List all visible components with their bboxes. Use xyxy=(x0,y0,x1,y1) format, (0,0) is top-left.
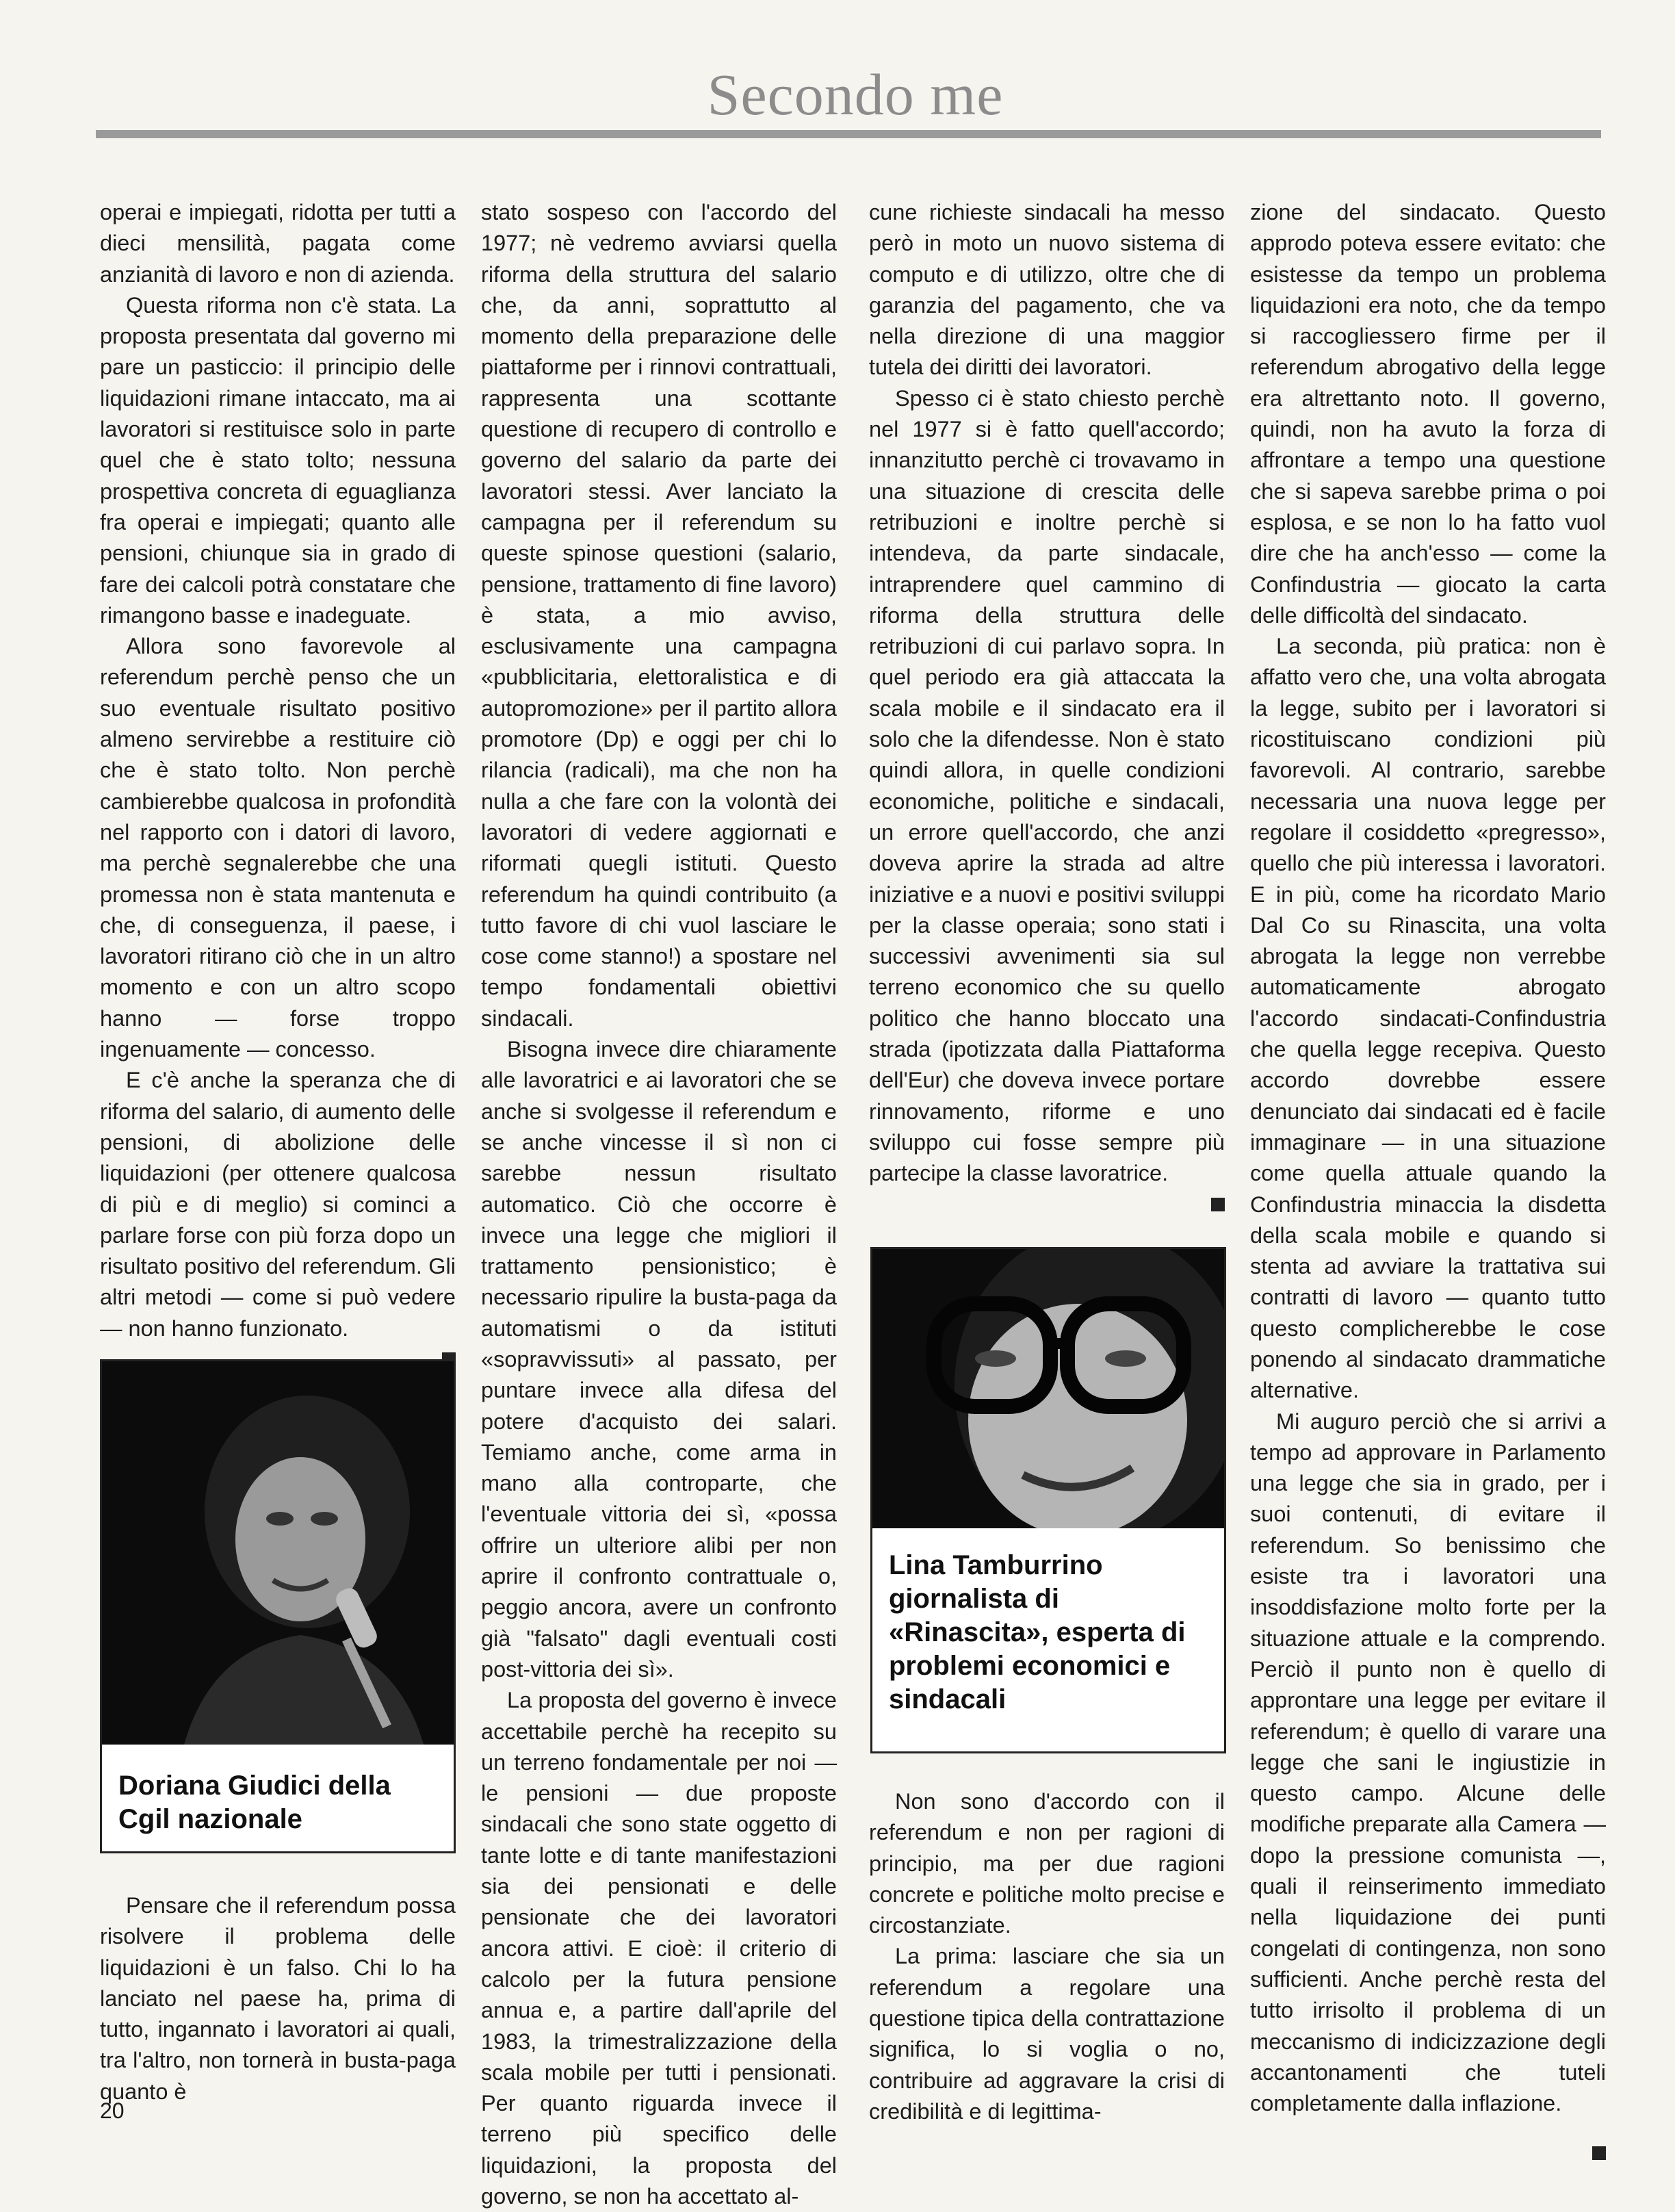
end-mark xyxy=(1211,1198,1225,1211)
section-title: Secondo me xyxy=(707,62,1004,127)
portrait-image xyxy=(872,1249,1224,1528)
paragraph: Spesso ci è stato chiesto perchè nel 1977 si è fatto quell'accordo; innanzitutto perchè ci trovavamo in una situazione di crescita delle retribuzioni e inoltre perchè si intendeva, da parte sindacale, intraprendere quel cammino di riforma della struttura delle retribuzioni di cui parlavo sopra. In quel periodo era già attaccata la scala mobile e il sindacato era il solo che la difendesse. Non è stato quindi allora, in quelle condizioni economiche, politiche e sindacali, un errore quell'accordo, che anzi doveva aprire la strada ad altre iniziative e a nuovi e positivi sviluppi per la classe operaia; sono stati i successivi avvenimenti sia sul terreno economico che su quello politico che hanno bloccato una strada (ipotizzata dalla Piattaforma dell'Eur) che doveva invece portare rinnovamento, riforme e uno sviluppo cui fosse sempre più partecipe la classe lavoratrice. xyxy=(869,385,1225,1186)
paragraph: Bisogna invece dire chiaramente alle lavoratrici e ai lavoratori che se anche si svolgesse il referendum e se anche vincesse il sì non ci sarebbe nessun risultato automatico. Ciò che occorre è invece una legge che migliori il trattamento pensionistico; è necessario ripulire la busta-paga da automatismi o da istituti «sopravvissuti» al passato, per puntare invece alla difesa del potere d'acquisto dei salari. Temiamo anche, come arma in mano alla controparte, che l'eventuale vittoria dei sì, «possa offrire un ulteriore alibi per non aprire il confronto contrattuale o, peggio ancora, avere un confronto già "falsato" dagli eventuali costi post-vittoria dei sì». xyxy=(481,1037,837,1682)
photo-lina-tamburrino xyxy=(870,1247,1226,1753)
paragraph: Pensare che il referendum possa risolvere il problema delle liquidazioni è un falso. Chi lo ha lanciato nel paese ha, prima di tutto, ingannato i lavoratori ai quali, tra l'altro, non tornerà in busta-paga quanto è xyxy=(100,1893,456,2104)
paragraph: Questa riforma non c'è stata. La proposta presentata dal governo mi pare un pasticcio: il principio delle liquidazioni rimane intaccato, ma ai lavoratori si restituisce solo in parte quel che è stato tolto; nessuna prospettiva concreta di eguaglianza fra operai e impiegati; quanto alle pensioni, chiunque sia in grado di fare dei calcoli potrà constatare che rimangono basse e inadeguate. xyxy=(100,292,456,628)
paragraph: La prima: lasciare che sia un referendum a regolare una questione tipica della contrattazione significa, lo si voglia o no, contribuire ad aggravare la crisi di credibilità e di legittima- xyxy=(869,1944,1225,2124)
photo-caption: Doriana Giudici della Cgil nazionale xyxy=(118,1771,391,1834)
column-3-continued xyxy=(869,1786,1225,2127)
paragraph: Mi auguro perciò che si arrivi a tempo ad approvare in Parlamento una legge che sia in grado, per i suoi contenuti, di evitare il referendum. So benissimo che esiste tra i lavoratori una insoddisfazione molto forte per la situazione attuale e la comprendo. Perciò il punto non è quello di approntare una legge per evitare il referendum; è quello di varare una legge che sani le ingiustizie in questo campo. Alcune delle modifiche preparate alla Camera — dopo la pressione comunista —, quali il reinserimento immediato nella liquidazione dei punti congelati di contingenza, non sono sufficienti. Anche perchè resta del tutto irrisolto il problema di un meccanismo di indicizzazione degli accantonamenti che tuteli completamente dalla inflazione. xyxy=(1250,1409,1606,2116)
paragraph: Allora sono favorevole al referendum perchè penso che un suo eventuale risultato positivo almeno servirebbe a restituire ciò che è stato tolto. Non perchè cambierebbe qualcosa in profondità nel rapporto con i datori di lavoro, ma perchè segnalerebbe che una promessa non è stata mantenuta e che, di conseguenza, il paese, i lavoratori ritirano ciò che in un altro momento e con un altro scopo hanno — forse troppo ingenuamente — concesso. xyxy=(100,634,456,1062)
photo-caption: Lina Tamburrino giornalista di «Rinascita», esperta di problemi economici e sindacali xyxy=(889,1550,1186,1714)
column-1-continued xyxy=(100,1890,456,2107)
header-rule xyxy=(96,130,1601,138)
paragraph: E c'è anche la speranza che di riforma del salario, di aumento delle pensioni, di abolizione delle liquidazioni (per ottenere qualcosa di più e di meglio) si cominci a parlare forse con più forza dopo un risultato positivo del referendum. Gli altri metodi — come si può vedere — non hanno funzionato. xyxy=(100,1068,456,1341)
paragraph: La proposta del governo è invece accettabile perchè ha recepito su un terreno fondamentale per noi — le pensioni — due proposte sindacali che sono state oggetto di tante lotte e di tante manifestazioni sia dei pensionati e delle pensionate che dei lavoratori ancora attivi. E cioè: il criterio di calcolo per la futura pensione annua e, a partire dall'aprile del 1983, la trimestralizzazione della scala mobile per tutti i pensionati. Per quanto riguarda invece il terreno più specifico delle liquidazioni, la proposta del governo, se non ha accettato al- xyxy=(481,1688,837,2209)
paragraph: Non sono d'accordo con il referendum e non per ragioni di principio, ma per due ragioni concrete e politiche molto precise e circostanziate. xyxy=(869,1789,1225,1938)
column-1 xyxy=(100,197,456,1366)
column-2 xyxy=(481,197,837,2212)
page-number: 20 xyxy=(100,2098,125,2123)
column-3 xyxy=(869,197,1225,1211)
paragraph: cune richieste sindacali ha messo però in moto un nuovo sistema di computo e di utilizzo, oltre che di garanzia del pagamento, che va nella direzione di una maggior tutela dei diritti dei lavoratori. xyxy=(869,200,1225,380)
paragraph: operai e impiegati, ridotta per tutti a dieci mensilità, pagata come anzianità di lavoro e non di azienda. xyxy=(100,200,456,287)
photo-doriana-giudici xyxy=(100,1359,456,1853)
portrait-image xyxy=(102,1361,454,1745)
end-mark xyxy=(1592,2146,1606,2160)
paragraph: La seconda, più pratica: non è affatto vero che, una volta abrogata la legge, subito per i lavoratori si ricostituiscano condizioni più favorevoli. Al contrario, sarebbe necessaria una nuova legge per regolare il cosiddetto «pregresso», quello che più interessa i lavoratori. E in più, come ha ricordato Mario Dal Co su Rinascita, una volta abrogata la legge non verrebbe automaticamente abrogato l'accordo sindacati-Confindustria che quella legge recepiva. Questo accordo dovrebbe essere denunciato dai sindacati ed è facile immaginare — in una situazione come quella attuale quando la Confindustria minaccia la disdetta della scala mobile e quando si stenta ad avviare la trattativa sui contratti di lavoro — quanto tutto questo complicherebbe le cose ponendo al sindacato drammatiche alternative. xyxy=(1250,634,1606,1403)
paragraph: stato sospeso con l'accordo del 1977; nè vedremo avviarsi quella riforma della struttura del salario che, da anni, soprattutto al momento della preparazione delle piattaforme per i rinnovi contrattuali, rappresenta una scottante questione di recupero di controllo e governo del salario da parte dei lavoratori stessi. Aver lanciato la campagna per il referendum su queste spinose questioni (salario, pensione, trattamento di fine lavoro) è stata, a mio avviso, esclusivamente una campagna «pubblicitaria, elettoralistica e di autopromozione» per il partito allora promotore (Dp) e oggi per chi lo rilancia (radicali), ma che non ha nulla a che fare con la volontà dei lavoratori di vedere aggiornati e riformati quegli istituti. Questo referendum ha quindi contribuito (a tutto favore di chi vuol lasciare le cose come stanno!) a spostare nel tempo fondamentali obiettivi sindacali. xyxy=(481,200,837,1031)
column-4 xyxy=(1250,197,1606,2160)
paragraph: zione del sindacato. Questo approdo poteva essere evitato: che esistesse da tempo un problema liquidazioni era noto, che da tempo si raccogliessero firme per il referendum abrogativo della legge era altrettanto noto. Il governo, quindi, non ha avuto la forza di affrontare a tempo una questione che si sapeva sarebbe prima o poi esplosa, e se non lo ha fatto vuol dire che ha anch'esso — come la Confindustria — giocato la carta delle difficoltà del sindacato. xyxy=(1250,200,1606,628)
